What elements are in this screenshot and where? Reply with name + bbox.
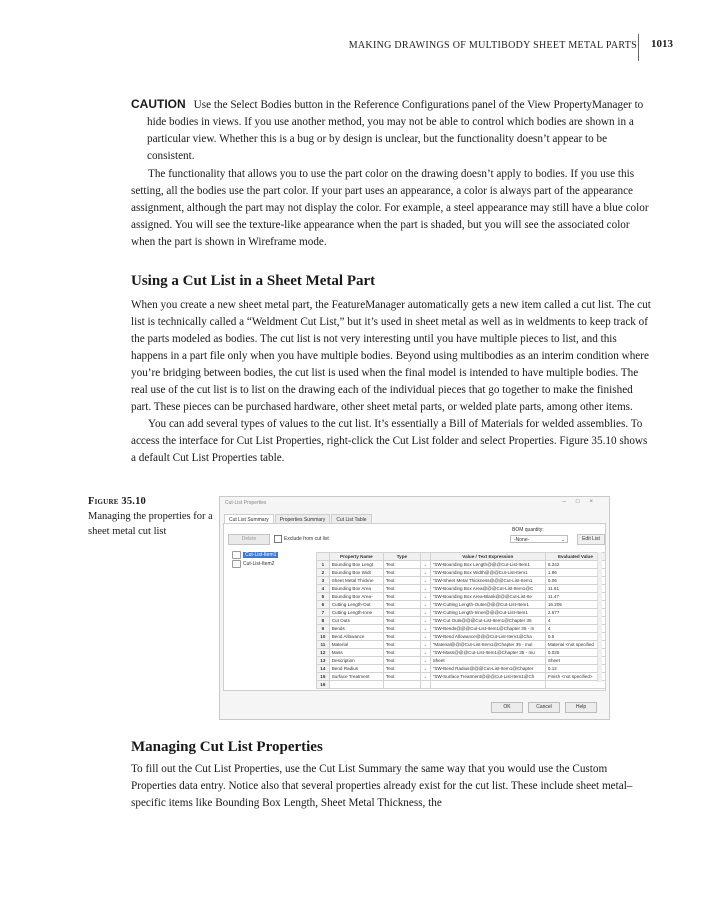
row-number: 7	[317, 609, 330, 617]
exclude-label: Exclude from cut list	[284, 536, 329, 542]
chevron-down-icon[interactable]: ⌄	[420, 657, 430, 665]
expression-cell[interactable]	[430, 681, 545, 689]
property-name-cell[interactable]: Bend Allowance	[329, 633, 383, 641]
edit-list-button[interactable]: Edit List	[577, 534, 605, 545]
property-name-cell[interactable]: Bounding Box Widt	[329, 569, 383, 577]
type-cell[interactable]: Text	[383, 633, 420, 641]
expression-cell[interactable]: "SW-Bounding Box Width@@@Cut-List-Item1	[430, 569, 545, 577]
column-header: Property Name	[329, 553, 383, 561]
paragraph-text: To fill out the Cut List Properties, use the Cut List Summary the same way that you would use the Custom Properties data entry. Notice also that several properties already exist for the cut list. These include sheet metal–specific items like Bounding Box Length, Sheet Metal Thickness, the	[131, 763, 633, 809]
evaluated-value-cell[interactable]: 16.205	[545, 601, 605, 609]
table-row[interactable]	[317, 609, 606, 617]
property-name-cell[interactable]: Material	[329, 641, 383, 649]
type-cell[interactable]: Text	[383, 673, 420, 681]
chevron-down-icon[interactable]: ⌄	[420, 641, 430, 649]
evaluated-value-cell[interactable]: 6.242	[545, 561, 605, 569]
corner-cell	[317, 553, 330, 561]
bom-quantity-value: -None-	[514, 537, 530, 543]
section-managing-body	[131, 761, 654, 812]
row-number: 1	[317, 561, 330, 569]
row-number: 5	[317, 593, 330, 601]
tab-panel	[223, 523, 606, 691]
cancel-button[interactable]: Cancel	[528, 702, 560, 713]
property-name-cell[interactable]: Bend Radius	[329, 665, 383, 673]
chevron-down-icon[interactable]: ⌄	[420, 625, 430, 633]
table-row[interactable]	[317, 617, 606, 625]
expression-cell[interactable]: "SW-Surface Treatment@@@Cut-List-Item1@Ch	[430, 673, 545, 681]
chevron-down-icon[interactable]	[420, 681, 430, 689]
section-heading-managing: Managing Cut List Properties	[131, 739, 323, 755]
evaluated-value-cell[interactable]: 1.86	[545, 569, 605, 577]
property-name-cell[interactable]: Cut Outs	[329, 617, 383, 625]
figure-label: Figure 35.10	[88, 496, 147, 507]
table-row[interactable]	[317, 633, 606, 641]
row-number: 13	[317, 657, 330, 665]
evaluated-value-cell[interactable]: 11.47	[545, 593, 605, 601]
evaluated-value-cell[interactable]: Sheet	[545, 657, 605, 665]
chevron-down-icon[interactable]: ⌄	[420, 649, 430, 657]
row-number: 10	[317, 633, 330, 641]
row-number: 9	[317, 625, 330, 633]
ok-button[interactable]: OK	[491, 702, 523, 713]
table-row[interactable]	[317, 665, 606, 673]
chevron-down-icon[interactable]: ⌄	[420, 609, 430, 617]
evaluated-value-cell[interactable]: 4	[545, 625, 605, 633]
header-divider	[638, 34, 639, 61]
row-number: 2	[317, 569, 330, 577]
expression-cell[interactable]: "SW-Bounding Box Area@@@Cut-List-Item1@C	[430, 585, 545, 593]
table-row[interactable]	[317, 681, 606, 689]
chevron-down-icon[interactable]: ⌄	[420, 577, 430, 585]
caution-label: CAUTION	[131, 97, 186, 111]
dialog-title: Cut-List Properties	[225, 500, 267, 506]
tree-item-label: Cut-List-Item1	[245, 552, 277, 558]
chevron-down-icon[interactable]: ⌄	[420, 665, 430, 673]
column-header: Type	[383, 553, 420, 561]
chevron-down-icon[interactable]: ⌄	[420, 561, 430, 569]
row-number: 3	[317, 577, 330, 585]
section-cut-list-body	[131, 297, 654, 467]
chevron-down-icon[interactable]: ⌄	[420, 585, 430, 593]
tab-cut-list-summary[interactable]: Cut List Summary	[224, 514, 274, 525]
chevron-down-icon[interactable]: ⌄	[420, 617, 430, 625]
chevron-down-icon[interactable]: ⌄	[420, 593, 430, 601]
chevron-down-icon: ⌄	[560, 537, 565, 543]
property-name-cell[interactable]: Cutting Length-Inne	[329, 609, 383, 617]
type-cell[interactable]: Text	[383, 609, 420, 617]
column-header: Evaluated Value	[545, 553, 605, 561]
table-row[interactable]	[317, 649, 606, 657]
chevron-down-icon[interactable]: ⌄	[420, 673, 430, 681]
evaluated-value-cell[interactable]: 0.12	[545, 665, 605, 673]
type-cell[interactable]: Text	[383, 593, 420, 601]
expression-cell[interactable]: "SW-Bounding Box Length@@@Cut-List-Item1	[430, 561, 545, 569]
expression-cell[interactable]: "Material@@@Cut-List-Item1@Chapter 35 - mul	[430, 641, 545, 649]
exclude-checkbox-row[interactable]	[274, 535, 329, 543]
cut-list-tree	[232, 551, 312, 686]
type-cell[interactable]: Text	[383, 617, 420, 625]
type-cell[interactable]: Text	[383, 625, 420, 633]
row-number: 4	[317, 585, 330, 593]
dialog-buttons	[491, 702, 597, 713]
chevron-down-icon[interactable]: ⌄	[420, 569, 430, 577]
bom-quantity-select[interactable]	[510, 535, 568, 543]
expression-cell[interactable]: Sheet	[430, 657, 545, 665]
row-number: 14	[317, 665, 330, 673]
evaluated-value-cell[interactable]: 2.677	[545, 609, 605, 617]
bom-quantity-label: BOM quantity:	[512, 527, 544, 533]
table-row[interactable]	[317, 577, 606, 585]
evaluated-value-cell[interactable]: Finish <not specified>	[545, 673, 605, 681]
row-number: 12	[317, 649, 330, 657]
evaluated-value-cell[interactable]: 0.5	[545, 633, 605, 641]
figure-caption-text: Managing the properties for a sheet metal cut list	[88, 511, 213, 537]
expression-cell[interactable]: "SW-Bends@@@Cut-List-Item1@Chapter 35 - m	[430, 625, 545, 633]
evaluated-value-cell[interactable]: 0.06	[545, 577, 605, 585]
expression-cell[interactable]: "SW-Bend Radius@@@Cut-List-Item1@Chapter	[430, 665, 545, 673]
type-cell[interactable]	[383, 681, 420, 689]
type-cell[interactable]: Text	[383, 641, 420, 649]
expression-cell[interactable]: "SW-Bend Allowance@@@Cut-List-Item1@Cha	[430, 633, 545, 641]
tree-item-label: Cut-List-Item2	[243, 561, 275, 567]
expression-cell[interactable]: "SW-Mass@@@Cut-List-Item1@Chapter 35 - mu	[430, 649, 545, 657]
table-row[interactable]	[317, 641, 606, 649]
property-name-cell[interactable]: Sheet Metal Thickne	[329, 577, 383, 585]
table-row[interactable]	[317, 561, 606, 569]
type-cell[interactable]: Text	[383, 601, 420, 609]
tab-cut-list-table[interactable]: Cut List Table	[331, 514, 371, 525]
window-controls[interactable]: –□×	[562, 499, 603, 505]
paragraph-text: When you create a new sheet metal part, the FeatureManager automatically gets a new item called a cut list. The cut list is technically called a “Weldment Cut List,” but it’s used in sheet metal as well as in weldments to keep track of the parts modeled as bodies. The cut list is not very interesting until you have multiple pieces to list, and this happens in a part file only when you have multiple bodies. Beyond using multibodies as an interim condition where you’re bridging between bodies, the cut list is used when the final model is intended to have multiple bodies. The real use of the cut list is to list on the drawing each of the individual pieces that go together to make the finished part. These pieces can be purchased hardware, other sheet metal parts, or welded plate parts, among other items.	[131, 299, 651, 413]
delete-button[interactable]: Delete	[228, 534, 270, 545]
expression-cell[interactable]: "SW-Cut Outs@@@Cut-List-Item1@Chapter 35	[430, 617, 545, 625]
expression-cell[interactable]: "SW-Sheet Metal Thickness@@@Cut-List-Item1	[430, 577, 545, 585]
type-cell[interactable]: Text	[383, 561, 420, 569]
property-name-cell[interactable]: Bounding Box Area-	[329, 593, 383, 601]
row-number: 8	[317, 617, 330, 625]
cut-list-item-icon	[232, 560, 241, 568]
column-header	[420, 553, 430, 561]
cut-list-item-icon	[232, 551, 241, 559]
table-row[interactable]	[317, 601, 606, 609]
evaluated-value-cell[interactable]: 11.61	[545, 585, 605, 593]
row-number: 15	[317, 673, 330, 681]
row-number: 16	[317, 681, 330, 689]
running-head-title: MAKING DRAWINGS OF MULTIBODY SHEET METAL PARTS	[348, 40, 637, 51]
vertical-scrollbar[interactable]	[597, 552, 602, 682]
tree-item[interactable]	[232, 551, 312, 559]
paragraph-text: You can add several types of values to the cut list. It’s essentially a Bill of Materials for welded assemblies. To access the interface for Cut List Properties, right-click the Cut List folder and select Properties. Figure 35.10 shows a default Cut List Properties table.	[131, 418, 648, 464]
chevron-down-icon[interactable]: ⌄	[420, 601, 430, 609]
expression-cell[interactable]: "SW-Cutting Length-Inner@@@Cut-List-Item1	[430, 609, 545, 617]
chevron-down-icon[interactable]: ⌄	[420, 633, 430, 641]
type-cell[interactable]: Text	[383, 585, 420, 593]
paragraph-part-color	[131, 166, 654, 251]
property-name-cell[interactable]: Mass	[329, 649, 383, 657]
help-button[interactable]: Help	[565, 702, 597, 713]
table-row[interactable]	[317, 585, 606, 593]
table-row[interactable]	[317, 569, 606, 577]
property-name-cell[interactable]: Description	[329, 657, 383, 665]
evaluated-value-cell[interactable]: 4	[545, 617, 605, 625]
property-name-cell[interactable]: Cutting Length-Out	[329, 601, 383, 609]
column-header: Value / Text Expression	[430, 553, 545, 561]
type-cell[interactable]: Text	[383, 665, 420, 673]
row-number: 11	[317, 641, 330, 649]
expression-cell[interactable]: "SW-Bounding Box Area-Blank@@@Cut-List-Ite	[430, 593, 545, 601]
type-cell[interactable]: Text	[383, 649, 420, 657]
tab-properties-summary[interactable]: Properties Summary	[275, 514, 331, 525]
section-heading-cut-list: Using a Cut List in a Sheet Metal Part	[131, 273, 376, 289]
evaluated-value-cell[interactable]: 0.025	[545, 649, 605, 657]
property-name-cell[interactable]: Bends	[329, 625, 383, 633]
row-number: 6	[317, 601, 330, 609]
property-name-cell[interactable]	[329, 681, 383, 689]
table-row[interactable]	[317, 593, 606, 601]
table-row[interactable]	[317, 625, 606, 633]
tree-item[interactable]	[232, 560, 312, 568]
caution-text: Use the Select Bodies button in the Reference Configurations panel of the View PropertyManager to hide bodies in views. If you use another method, you may not be able to control which bodies are shown in a particular view. Whether this is a bug or by design is unclear, but the functionality doesn’t appear to be consistent.	[147, 99, 644, 162]
type-cell[interactable]: Text	[383, 577, 420, 585]
evaluated-value-cell[interactable]: Material <not specified	[545, 641, 605, 649]
table-row[interactable]	[317, 657, 606, 665]
figure-caption	[88, 494, 213, 539]
table-row[interactable]	[317, 673, 606, 681]
type-cell[interactable]: Text	[383, 657, 420, 665]
caution-note	[131, 96, 654, 165]
exclude-checkbox[interactable]	[274, 535, 282, 543]
property-name-cell[interactable]: Bounding Box Lengt	[329, 561, 383, 569]
property-name-cell[interactable]: Surface Treatment	[329, 673, 383, 681]
cut-list-properties-dialog	[219, 496, 610, 720]
paragraph-text: The functionality that allows you to use the part color on the drawing doesn’t apply to bodies. If you use this setting, all the bodies use the part color. If your part uses an appearance, a color is always part of the appearance assignment, although the part may not display the color. For example, a steel appearance may still have a blue color assigned. You will see the texture-like appearance when the part is shaded, but you will see the associated color when the part is shown in Wireframe mode.	[131, 168, 649, 248]
page-number: 1013	[651, 38, 673, 50]
property-name-cell[interactable]: Bounding Box Area	[329, 585, 383, 593]
type-cell[interactable]: Text	[383, 569, 420, 577]
properties-grid	[316, 552, 606, 689]
expression-cell[interactable]: "SW-Cutting Length-Outer@@@Cut-List-Item1	[430, 601, 545, 609]
